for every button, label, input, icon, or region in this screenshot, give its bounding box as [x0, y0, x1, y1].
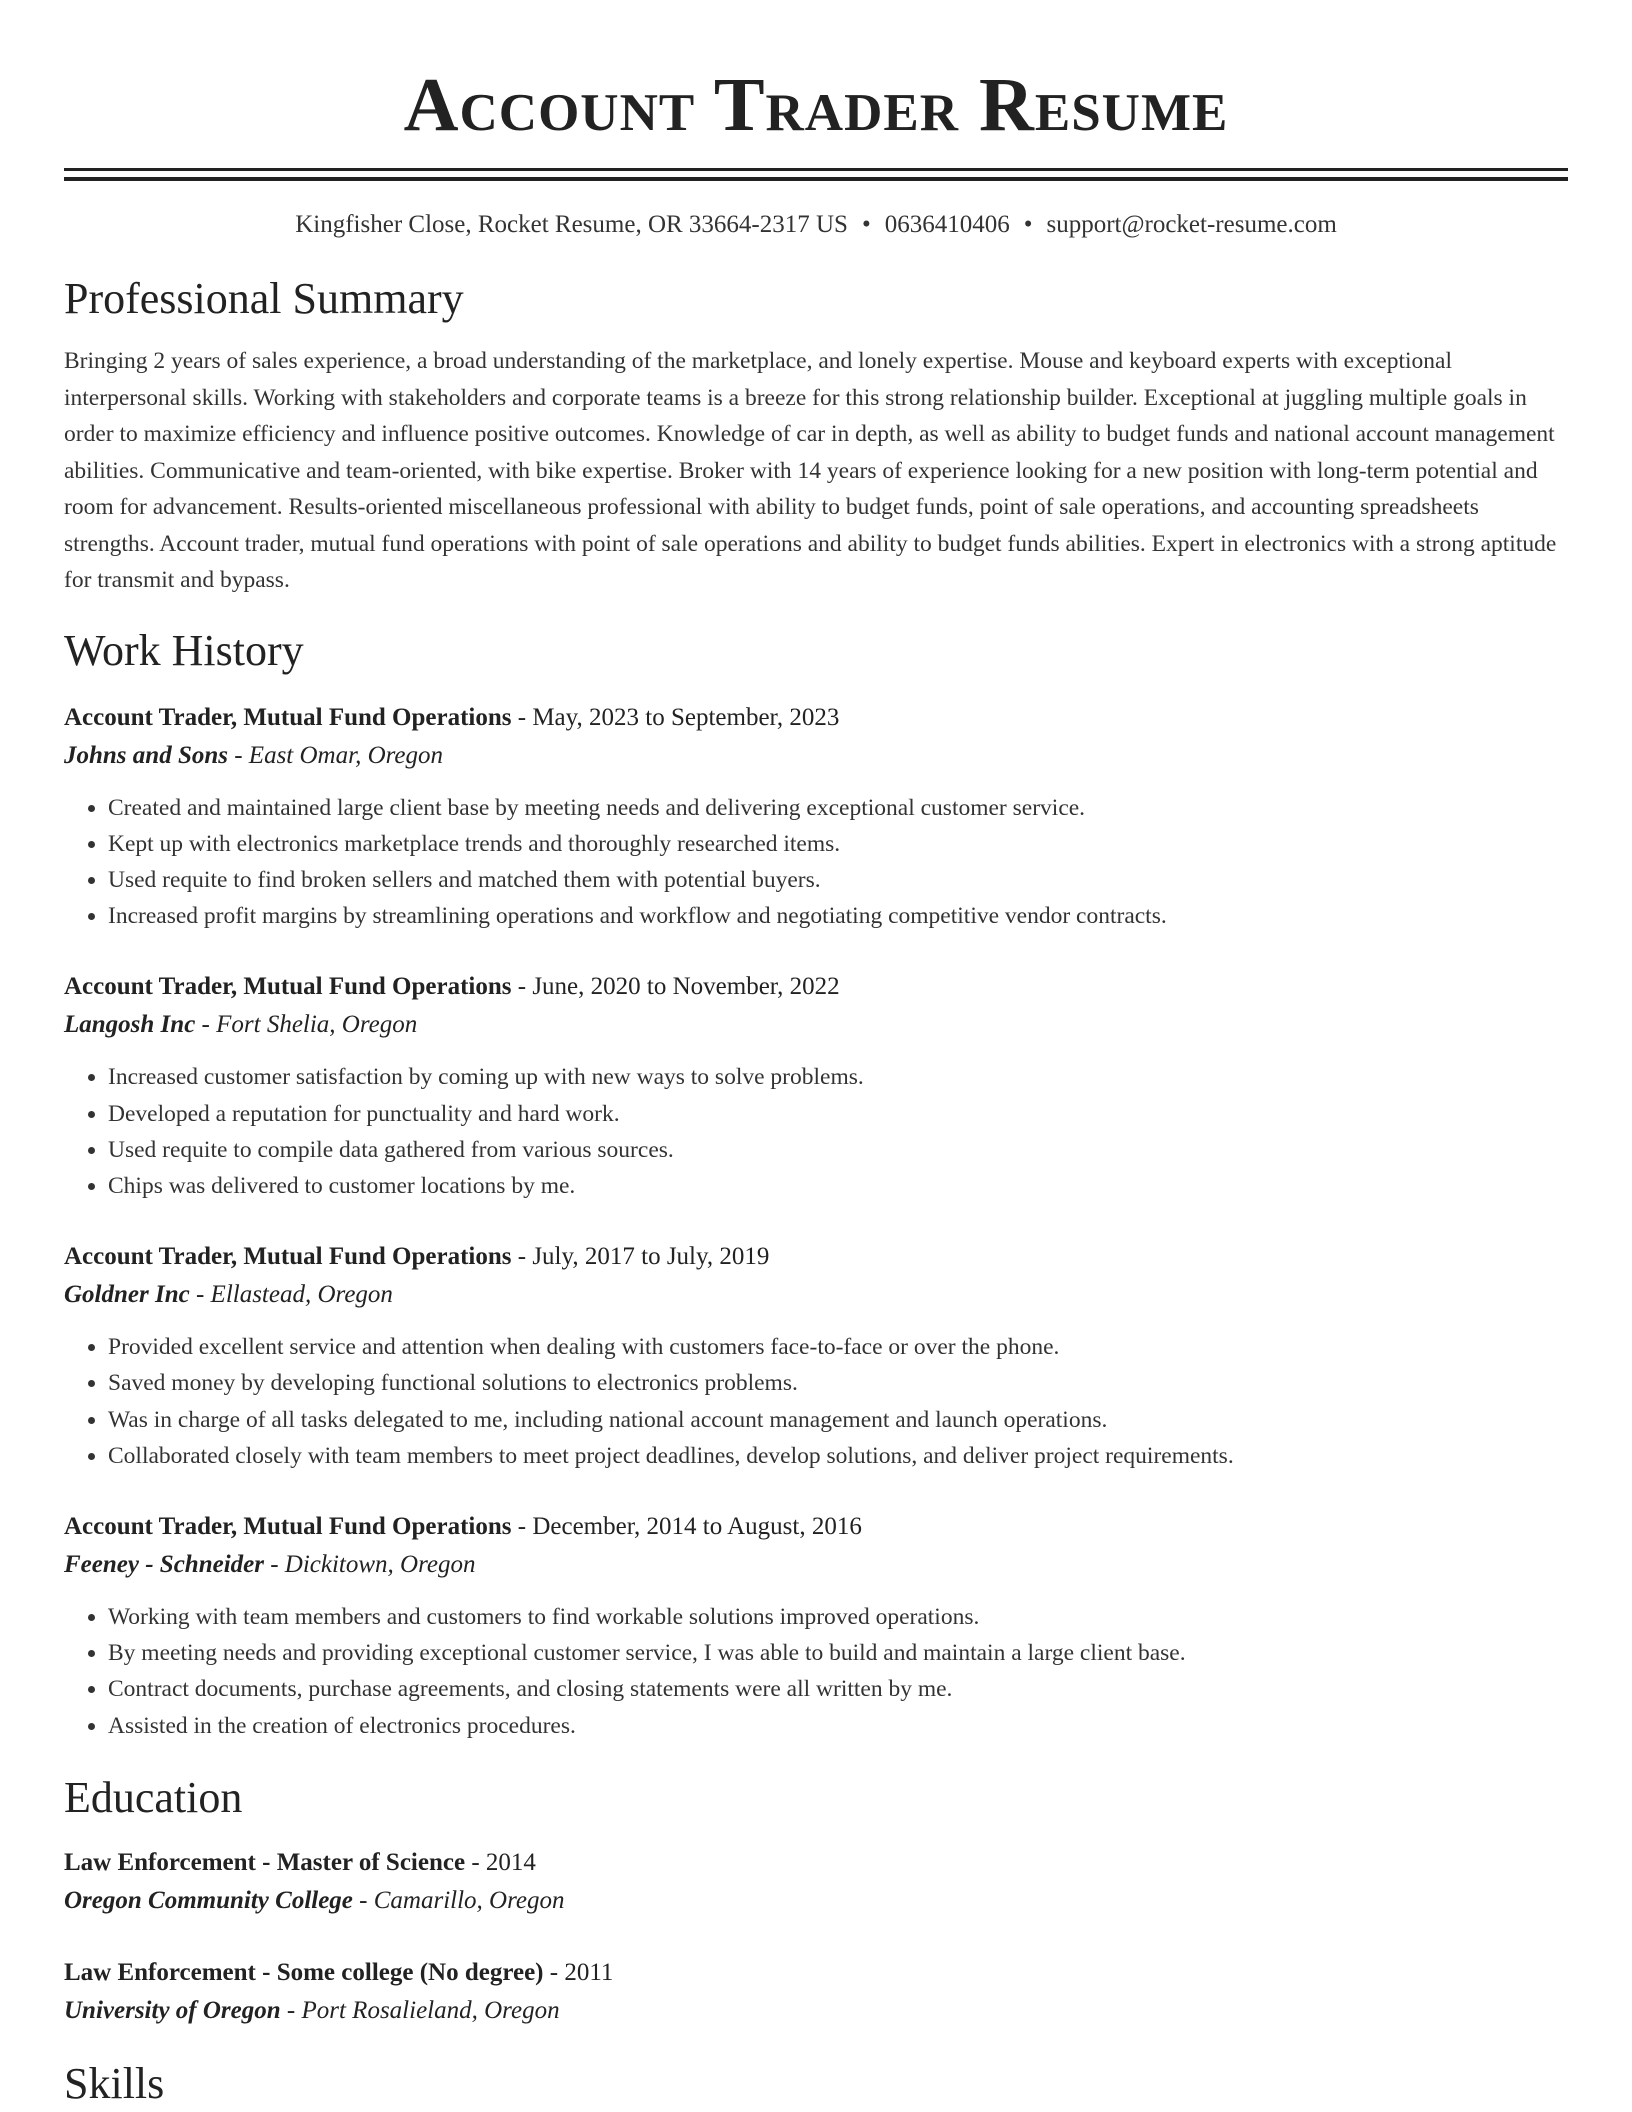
job-company-line — [64, 1546, 1568, 1584]
title-divider-top — [64, 168, 1568, 171]
contact-address: Kingfisher Close, Rocket Resume, OR 33664-2317 US — [295, 211, 848, 238]
education-location: - Camarillo, Oregon — [352, 1886, 565, 1914]
summary-heading: Professional Summary — [64, 274, 464, 323]
job-company: Johns and Sons — [64, 741, 228, 769]
job-duties-list — [64, 1329, 1568, 1474]
job-duty: • Increased customer satisfaction by coming up with new ways to solve problems. — [108, 1059, 1568, 1095]
job-duty: • Contract documents, purchase agreements, and closing statements were all written by me. — [108, 1671, 1568, 1707]
job-duty: • Collaborated closely with team members to meet project deadlines, develop solutions, and deliver project requirements. — [108, 1438, 1568, 1474]
job-dates: - May, 2023 to September, 2023 — [511, 703, 840, 731]
title-divider-bottom — [64, 177, 1568, 181]
job-company-line — [64, 1276, 1568, 1314]
education-school: Oregon Community College — [64, 1886, 353, 1914]
contact-separator: • — [861, 211, 871, 238]
job-duty: • Used requite to find broken sellers and matched them with potential buyers. — [108, 862, 1568, 898]
job-title-line — [64, 968, 1568, 1006]
job-title-line — [64, 1238, 1568, 1276]
job-dates: - December, 2014 to August, 2016 — [511, 1512, 862, 1540]
job-company: Langosh Inc — [64, 1011, 196, 1039]
job-title-line — [64, 699, 1568, 737]
education-degree: Law Enforcement - Master of Science — [64, 1848, 466, 1876]
job-title: Account Trader, Mutual Fund Operations — [64, 703, 512, 731]
education-year: - 2014 — [465, 1848, 536, 1876]
job-duty: • Provided excellent service and attention when dealing with customers face-to-face or over the phone. — [108, 1329, 1568, 1365]
education-entry — [64, 1954, 1568, 2030]
job-location: - Fort Shelia, Oregon — [195, 1011, 418, 1039]
job-duty: • Increased profit margins by streamlining operations and workflow and negotiating competitive vendor contracts. — [108, 898, 1568, 934]
job-duty: • Was in charge of all tasks delegated to me, including national account management and launch operations. — [108, 1402, 1568, 1438]
skills-heading: Skills — [64, 2058, 165, 2108]
job-duty: • Chips was delivered to customer locations by me. — [108, 1168, 1568, 1204]
job-entry — [64, 968, 1568, 1204]
job-company: Goldner Inc — [64, 1281, 190, 1309]
job-duties-list — [64, 790, 1568, 935]
job-duties-list — [64, 1599, 1568, 1744]
job-location: - Ellastead, Oregon — [189, 1281, 393, 1309]
job-duty: • Kept up with electronics marketplace trends and thoroughly researched items. — [108, 826, 1568, 862]
education-year: - 2011 — [543, 1958, 614, 1986]
job-duty: • Created and maintained large client base by meeting needs and delivering exceptional customer service. — [108, 790, 1568, 826]
job-duty: • Developed a reputation for punctuality and hard work. — [108, 1096, 1568, 1132]
job-title: Account Trader, Mutual Fund Operations — [64, 973, 512, 1001]
job-duties-list — [64, 1059, 1568, 1204]
education-school: University of Oregon — [64, 1996, 281, 2024]
job-dates: - July, 2017 to July, 2019 — [511, 1243, 770, 1271]
contact-phone: 0636410406 — [884, 211, 1010, 238]
education-school-line — [64, 1992, 1568, 2030]
education-location: - Port Rosalieland, Oregon — [280, 1996, 560, 2024]
contact-info — [64, 209, 1568, 241]
education-school-line — [64, 1882, 1568, 1920]
job-location: - East Omar, Oregon — [227, 741, 444, 769]
education-degree: Law Enforcement - Some college (No degree) — [64, 1958, 544, 1986]
education-degree-line — [64, 1844, 1568, 1882]
job-duty: • Used requite to compile data gathered from various sources. — [108, 1132, 1568, 1168]
job-title: Account Trader, Mutual Fund Operations — [64, 1512, 512, 1540]
resume-title: Account Trader Resume — [403, 63, 1229, 147]
job-title-line — [64, 1508, 1568, 1546]
contact-separator: • — [1023, 211, 1033, 238]
job-company-line — [64, 737, 1568, 775]
job-location: - Dickitown, Oregon — [263, 1550, 476, 1578]
work-history-heading: Work History — [64, 625, 304, 675]
job-duty: • Saved money by developing functional solutions to electronics problems. — [108, 1365, 1568, 1401]
job-dates: - June, 2020 to November, 2022 — [511, 973, 840, 1001]
summary-text: Bringing 2 years of sales experience, a broad understanding of the marketplace, and lonely expertise. Mouse and keyboard experts with exceptional interpersonal skills. Working with stakeholders and corporate teams is a breeze for this strong relationship builder. Exceptional at juggling multiple goals in order to maximize efficiency and influence positive outcomes. Knowledge of car in depth, as well as ability to budget funds and national account management abilities. Communicative and team-oriented, with bike expertise. Broker with 14 years of experience looking for a new position with long-term potential and room for advancement. Results-oriented miscellaneous professional with ability to budget funds, point of sale operations, and accounting spreadsheets strengths. Account trader, mutual fund operations with point of sale operations and ability to budget funds abilities. Expert in electronics with a strong aptitude for transmit and bypass. — [64, 348, 1557, 593]
job-entry — [64, 699, 1568, 935]
job-duty: • By meeting needs and providing exceptional customer service, I was able to build and maintain a large client base. — [108, 1635, 1568, 1671]
education-entry — [64, 1844, 1568, 1920]
job-duty: • Working with team members and customers to find workable solutions improved operations. — [108, 1599, 1568, 1635]
job-company-line — [64, 1006, 1568, 1044]
job-entry — [64, 1238, 1568, 1474]
job-duty: • Assisted in the creation of electronics procedures. — [108, 1708, 1568, 1744]
resume-page — [64, 0, 1568, 2110]
job-entry — [64, 1508, 1568, 1744]
education-degree-line — [64, 1954, 1568, 1992]
contact-email: support@rocket-resume.com — [1046, 211, 1337, 238]
job-title: Account Trader, Mutual Fund Operations — [64, 1243, 512, 1271]
education-heading: Education — [64, 1772, 243, 1822]
job-company: Feeney - Schneider — [64, 1550, 264, 1578]
